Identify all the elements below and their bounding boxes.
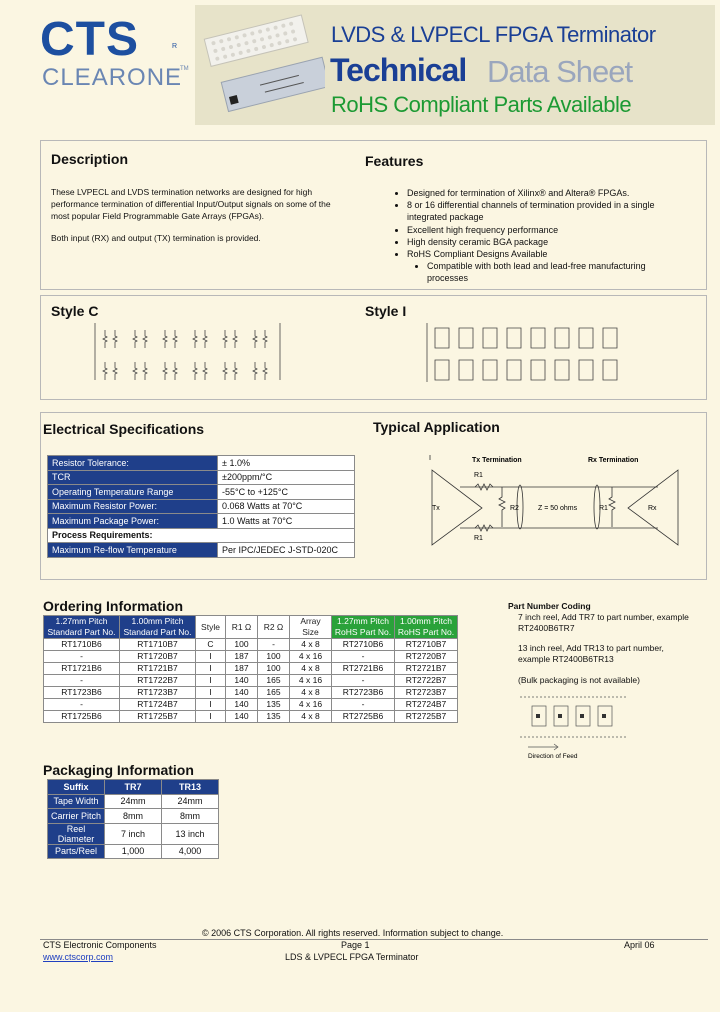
table-row [44,711,458,723]
cell: 1,000 [105,844,162,859]
cell: 135 [258,711,290,723]
cell: 4 x 8 [290,711,332,723]
cell: RT1710B6 [44,639,120,651]
part-coding-tr7: 7 inch reel, Add TR7 to part number, example RT2400B6TR7 [518,612,689,633]
cell: - [332,699,395,711]
cell: 100 [226,639,258,651]
feature-item: • 8 or 16 differential channels of termination provided in a single integrated package [407,199,677,223]
footer-company: CTS Electronic Components [43,940,157,950]
cell: RT2710B6 [332,639,395,651]
feature-item: • Designed for termination of Xilinx® and Altera® FPGAs. [407,187,677,199]
cell: RT2720B7 [395,651,458,663]
r1-top-label: R1 [474,472,483,479]
part-coding-tr13: 13 inch reel, Add TR13 to part number, example RT2400B6TR13 [518,643,664,664]
feature-item: • High density ceramic BGA package [407,236,677,248]
cell: 187 [226,663,258,675]
cell: 8mm [105,809,162,824]
tx-label: Tx [432,505,440,512]
copyright: © 2006 CTS Corporation. All rights reserved. Information subject to change. [202,928,504,938]
cell: RT2722B7 [395,675,458,687]
cell: RT1710B7 [120,639,196,651]
cell: 4 x 8 [290,639,332,651]
cell: Tape Width [48,794,105,809]
cell: - [332,675,395,687]
cell: 140 [226,687,258,699]
cell: 24mm [162,794,219,809]
col-header: Array Size [290,616,332,639]
cell: RT2721B6 [332,663,395,675]
cell: - [44,699,120,711]
col-header: 1.27mm Pitch RoHS Part No. [332,616,395,639]
col-header: Style [196,616,226,639]
description-heading: Description [51,151,129,167]
cell: RT1723B7 [120,687,196,699]
cell: I [196,687,226,699]
clearone-logo: CLEARONE [42,64,183,91]
cell: RT2721B7 [395,663,458,675]
table-row [48,543,355,558]
cell: RT1725B6 [44,711,120,723]
cell: I [196,711,226,723]
table-row [48,809,219,824]
ordering-heading: Ordering Information [43,598,183,614]
footer-url-link[interactable]: www.ctscorp.com [43,952,114,962]
cell: C [196,639,226,651]
col-header: 1.00mm Pitch RoHS Part No. [395,616,458,639]
cell: RT2723B6 [332,687,395,699]
col-header: TR7 [105,780,162,795]
feature-item-text: RoHS Compliant Designs Available [407,249,548,260]
table-row [48,528,355,543]
cell: I [196,663,226,675]
cell: RT1724B7 [120,699,196,711]
col-header: TR13 [162,780,219,795]
cell: - [258,639,290,651]
col-header: 1.27mm Pitch Standard Part No. [44,616,120,639]
table-row [48,485,355,500]
cell: RT1721B7 [120,663,196,675]
cell: 13 inch [162,823,219,844]
style-c-heading: Style C [51,303,99,319]
cts-logo: CTS [40,13,139,66]
cell: Parts/Reel [48,844,105,859]
col-header: R1 Ω [226,616,258,639]
electrical-heading: Electrical Specifications [43,421,205,437]
spec-value: 1.0 Watts at 70°C [218,514,355,529]
rx-termination-label: Rx Termination [588,457,639,464]
footer-date: April 06 [624,940,655,950]
table-row [44,675,458,687]
feature-item: • Excellent high frequency performance [407,224,677,236]
cell: 140 [226,699,258,711]
spec-value: ±200ppm/°C [218,470,355,485]
footer-page: Page 1 [341,940,370,950]
typical-application-diagram [420,450,695,550]
cell: 100 [258,663,290,675]
title-line-1: LVDS & LVPECL FPGA Terminator [331,22,656,47]
spec-label: Maximum Package Power: [48,514,218,529]
table-row [44,639,458,651]
col-header: 1.00mm Pitch Standard Part No. [120,616,196,639]
table-row [44,651,458,663]
cell: 24mm [105,794,162,809]
rx-label: Rx [648,505,657,512]
cell: 4 x 8 [290,687,332,699]
style-i-heading: Style I [365,303,407,319]
r1-bottom-label: R1 [474,535,483,542]
cell: Carrier Pitch [48,809,105,824]
col-header: R2 Ω [258,616,290,639]
table-row [48,823,219,844]
cell: 140 [226,711,258,723]
cell: RT1721B6 [44,663,120,675]
cell: I [196,675,226,687]
cell: 7 inch [105,823,162,844]
cell: 165 [258,687,290,699]
r2-label: R2 [510,505,519,512]
cell: Reel Diameter [48,823,105,844]
spec-value: ± 1.0% [218,456,355,471]
feature-sub-item: • Compatible with both lead and lead-free manufacturing processes [427,260,677,284]
packaging-table [47,779,219,859]
cell: RT1720B7 [120,651,196,663]
cell: - [44,651,120,663]
cell: RT2724B7 [395,699,458,711]
table-row [48,514,355,529]
cell: I [196,651,226,663]
spec-value: 0.068 Watts at 70°C [218,499,355,514]
table-row [48,456,355,471]
r1-rx-label: R1 [599,505,608,512]
table-row [48,470,355,485]
footer-doc-title: LDS & LVPECL FPGA Terminator [285,952,419,962]
spec-label: TCR [48,470,218,485]
table-header-row [48,780,219,795]
spec-label: Maximum Re-flow Temperature [48,543,218,558]
cell: 165 [258,675,290,687]
table-row [48,499,355,514]
features-heading: Features [365,153,424,169]
table-header-row [44,616,458,639]
cell: 4 x 16 [290,675,332,687]
process-requirements-heading: Process Requirements: [48,528,355,543]
title-technical: Technical [330,52,467,88]
cell: 100 [258,651,290,663]
cell: RT1722B7 [120,675,196,687]
cell: RT1725B7 [120,711,196,723]
table-row [44,663,458,675]
cell: - [44,675,120,687]
product-photo [200,8,325,120]
cell: 4,000 [162,844,219,859]
cell: RT2725B7 [395,711,458,723]
cell: RT2725B6 [332,711,395,723]
cell: 135 [258,699,290,711]
cell: 4 x 16 [290,699,332,711]
feature-item [407,248,677,285]
cell: RT2710B7 [395,639,458,651]
cell: RT2723B7 [395,687,458,699]
impedance-label: Z = 50 ohms [538,505,578,512]
table-row [48,794,219,809]
trademark-mark: TM [180,66,189,72]
cell: 140 [226,675,258,687]
spec-value: -55°C to +125°C [218,485,355,500]
cell: RT1723B6 [44,687,120,699]
style-i-schematic [425,320,635,390]
cell: 4 x 8 [290,663,332,675]
spec-label: Maximum Resistor Power: [48,499,218,514]
typical-application-heading: Typical Application [373,419,500,435]
description-para-2: Both input (RX) and output (TX) termination is provided. [51,233,261,243]
tape-feed-diagram [518,692,638,762]
table-row [44,699,458,711]
title-rohs: RoHS Compliant Parts Available [331,92,632,117]
spec-label: Operating Temperature Range [48,485,218,500]
cell: 4 x 16 [290,651,332,663]
spec-value: Per IPC/JEDEC J-STD-020C [218,543,355,558]
part-coding-bulk: (Bulk packaging is not available) [518,675,640,685]
ordering-table [43,615,458,723]
direction-of-feed-label: Direction of Feed [528,753,578,760]
cell: I [196,699,226,711]
description-para-1: These LVPECL and LVDS termination networks are designed for high performance termination of differential Input/Output signals on some of the most popular Field Programmable Gate Arrays (FPGAs). [51,187,331,221]
electrical-spec-table [47,455,355,558]
cell: 8mm [162,809,219,824]
table-row [48,844,219,859]
tx-termination-label: Tx Termination [472,457,522,464]
col-header: Suffix [48,780,105,795]
registered-mark: R [172,43,178,50]
style-c-schematic [90,320,290,395]
spec-label: Resistor Tolerance: [48,456,218,471]
title-data-sheet: Data Sheet [487,54,633,89]
features-list [407,187,677,285]
packaging-heading: Packaging Information [43,762,194,778]
cell: 187 [226,651,258,663]
part-coding-heading: Part Number Coding [508,601,591,611]
cell: - [332,651,395,663]
table-row [44,687,458,699]
